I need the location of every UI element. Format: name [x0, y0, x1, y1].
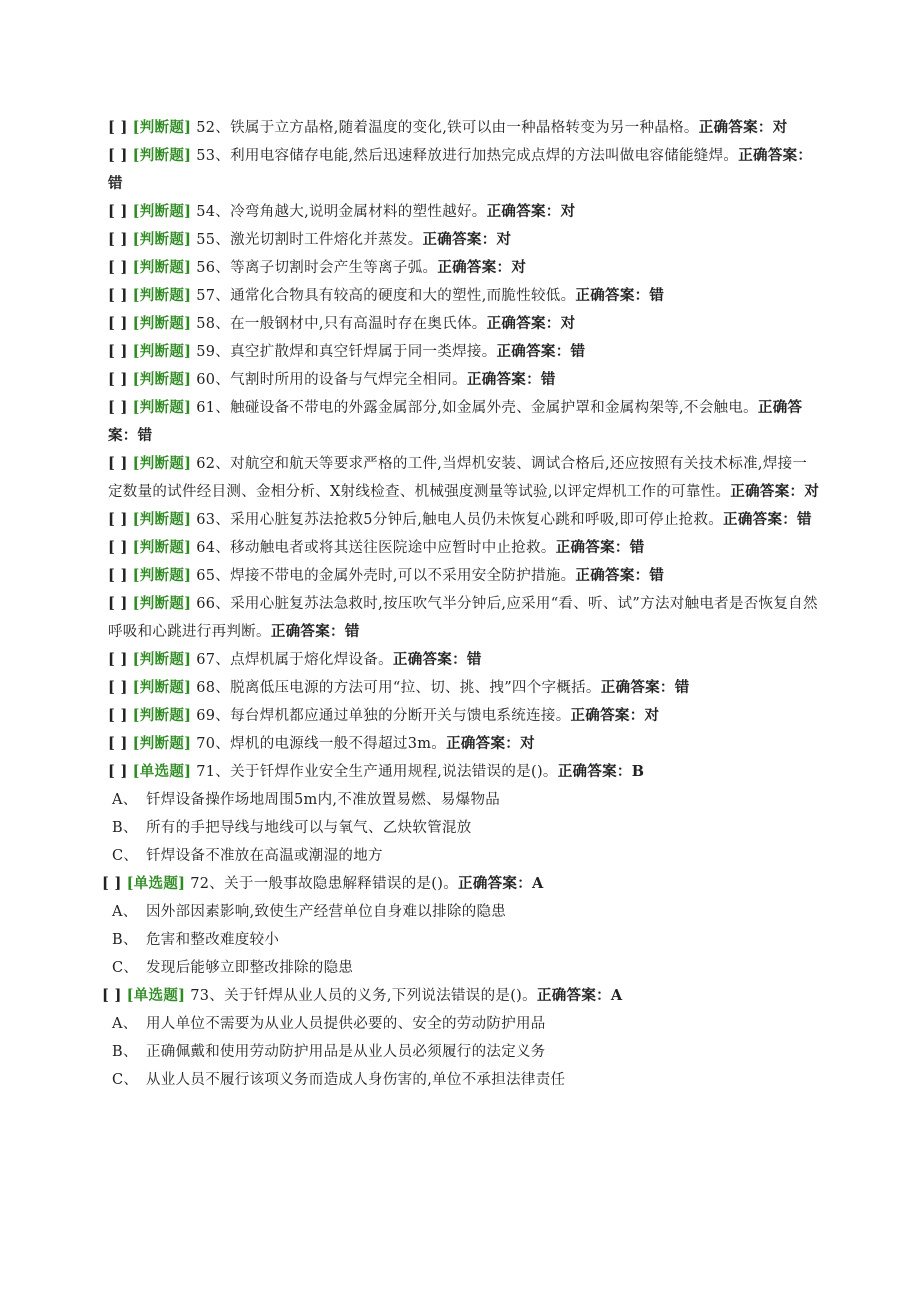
question-text: 67、点焊机属于熔化焊设备。	[196, 652, 393, 668]
question-item	[108, 506, 820, 534]
answer-checkbox-bracket: [ ]	[108, 567, 128, 584]
option-text: 危害和整改难度较小	[146, 932, 280, 948]
question-type: [判断题]	[132, 651, 192, 668]
answer-option	[112, 926, 820, 954]
question-type: [判断题]	[132, 595, 192, 612]
answer-label: 正确答案：	[600, 679, 675, 696]
option-letter: A、	[112, 792, 138, 808]
answer-value: 错	[137, 427, 153, 444]
question-text: 65、焊接不带电的金属外壳时,可以不采用安全防护措施。	[196, 568, 576, 584]
answer-checkbox-bracket: [ ]	[108, 763, 128, 780]
question-type: [判断题]	[132, 287, 192, 304]
answer-label: 正确答案：	[486, 315, 561, 332]
question-text: 57、通常化合物具有较高的硬度和大的塑性,而脆性较低。	[196, 288, 576, 304]
question-type: [判断题]	[132, 567, 192, 584]
question-item	[108, 646, 820, 674]
question-type: [判断题]	[132, 679, 192, 696]
question-item	[108, 114, 820, 142]
answer-value: 对	[496, 231, 512, 248]
question-text: 72、关于一般事故隐患解释错误的是()。	[190, 876, 459, 892]
question-text: 69、每台焊机都应通过单独的分断开关与馈电系统连接。	[196, 708, 571, 724]
question-item	[108, 590, 820, 646]
option-text: 钎焊设备不准放在高温或潮湿的地方	[146, 848, 383, 864]
answer-label: 正确答案：	[392, 651, 467, 668]
answer-value: 错	[570, 343, 586, 360]
question-text: 73、关于钎焊从业人员的义务,下列说法错误的是()。	[190, 988, 537, 1004]
question-text: 58、在一般钢材中,只有高温时存在奥氏体。	[196, 316, 487, 332]
answer-value: A	[610, 987, 623, 1004]
option-letter: B、	[112, 1044, 138, 1060]
question-item	[108, 394, 820, 450]
answer-label: 正确答案：	[486, 203, 561, 220]
answer-value: 对	[560, 315, 576, 332]
answer-value: 错	[674, 679, 690, 696]
answer-label: 正确答案：	[496, 343, 571, 360]
question-type: [单选题]	[126, 875, 186, 892]
answer-checkbox-bracket: [ ]	[108, 735, 128, 752]
question-type: [判断题]	[132, 343, 192, 360]
question-item	[108, 310, 820, 338]
answer-option	[112, 954, 820, 982]
question-item	[108, 534, 820, 562]
answer-value: B	[631, 763, 645, 780]
question-type: [判断题]	[132, 231, 192, 248]
question-item	[108, 450, 820, 506]
question-list	[102, 114, 820, 1094]
answer-checkbox-bracket: [ ]	[108, 511, 128, 528]
question-type: [判断题]	[132, 735, 192, 752]
question-item	[108, 338, 820, 366]
question-item	[108, 674, 820, 702]
option-letter: C、	[112, 960, 139, 976]
answer-value: 对	[804, 483, 820, 500]
option-letter: C、	[112, 848, 139, 864]
answer-checkbox-bracket: [ ]	[108, 203, 128, 220]
answer-checkbox-bracket: [ ]	[108, 315, 128, 332]
answer-checkbox-bracket: [ ]	[108, 399, 128, 416]
question-type: [判断题]	[132, 539, 192, 556]
question-item	[108, 254, 820, 282]
question-type: [判断题]	[132, 315, 192, 332]
question-text: 59、真空扩散焊和真空钎焊属于同一类焊接。	[196, 344, 497, 360]
question-text: 63、采用心脏复苏法抢救5分钟后,触电人员仍未恢复心跳和呼吸,即可停止抢救。	[196, 512, 724, 528]
answer-checkbox-bracket: [ ]	[102, 875, 122, 892]
answer-label: 正确答案：	[446, 735, 521, 752]
question-type: [判断题]	[132, 203, 192, 220]
answer-value: 对	[511, 259, 527, 276]
option-letter: C、	[112, 1072, 139, 1088]
question-text: 71、关于钎焊作业安全生产通用规程,说法错误的是()。	[196, 764, 558, 780]
answer-checkbox-bracket: [ ]	[108, 259, 128, 276]
option-text: 钎焊设备操作场地周围5m内,不准放置易燃、易爆物品	[146, 792, 501, 808]
question-item	[108, 702, 820, 730]
question-text: 70、焊机的电源线一般不得超过3m。	[196, 736, 447, 752]
question-text: 62、对航空和航天等要求严格的工件,当焊机安装、调试合格后,还应按照有关技术标准,焊接一定数量的试件经目测、金相分析、X射线检查、机械强度测量等试验,以评定焊机工作的可靠性。	[108, 456, 808, 500]
option-text: 正确佩戴和使用劳动防护用品是从业人员必须履行的法定义务	[146, 1044, 546, 1060]
answer-value: 错	[466, 651, 482, 668]
answer-value: 对	[560, 203, 576, 220]
answer-option	[112, 814, 820, 842]
option-letter: B、	[112, 820, 138, 836]
question-text: 53、利用电容储存电能,然后迅速释放进行加热完成点焊的方法叫做电容储能缝焊。	[196, 148, 739, 164]
answer-option	[112, 1038, 820, 1066]
question-type: [单选题]	[126, 987, 186, 1004]
answer-value: 错	[649, 567, 665, 584]
answer-checkbox-bracket: [ ]	[108, 119, 128, 136]
question-text: 66、采用心脏复苏法急救时,按压吹气半分钟后,应采用“看、听、试”方法对触电者是否恢复自然呼吸和心跳进行再判断。	[108, 596, 818, 640]
answer-value: 错	[797, 511, 812, 528]
option-letter: A、	[112, 904, 138, 920]
answer-label: 正确答案：	[730, 483, 805, 500]
question-type: [判断题]	[132, 511, 192, 528]
answer-value: A	[532, 875, 544, 892]
question-type: [判断题]	[132, 455, 192, 472]
answer-value: 错	[649, 287, 665, 304]
answer-label: 正确答案：	[570, 707, 645, 724]
answer-label: 正确答案：	[108, 399, 803, 444]
question-text: 55、激光切割时工件熔化并蒸发。	[196, 232, 423, 248]
question-text: 54、冷弯角越大,说明金属材料的塑性越好。	[196, 204, 487, 220]
answer-label: 正确答案：	[466, 371, 541, 388]
answer-label: 正确答案：	[698, 119, 773, 136]
option-letter: B、	[112, 932, 138, 948]
question-text: 60、气割时所用的设备与气焊完全相同。	[196, 372, 467, 388]
answer-label: 正确答案：	[738, 147, 813, 164]
answer-label: 正确答案：	[270, 623, 345, 640]
question-text: 64、移动触电者或将其送往医院途中应暂时中止抢救。	[196, 540, 556, 556]
answer-option	[112, 786, 820, 814]
answer-checkbox-bracket: [ ]	[102, 987, 122, 1004]
question-item	[108, 226, 820, 254]
question-text: 61、触碰设备不带电的外露金属部分,如金属外壳、金属护罩和金属构架等,不会触电。	[196, 400, 758, 416]
question-item	[108, 562, 820, 590]
option-text: 用人单位不需要为从业人员提供必要的、安全的劳动防护用品	[146, 1016, 546, 1032]
question-text: 52、铁属于立方晶格,随着温度的变化,铁可以由一种晶格转变为另一种晶格。	[196, 120, 699, 136]
answer-checkbox-bracket: [ ]	[108, 147, 128, 164]
answer-label: 正确答案：	[575, 567, 650, 584]
answer-value: 对	[644, 707, 660, 724]
question-item	[102, 982, 820, 1010]
answer-checkbox-bracket: [ ]	[108, 343, 128, 360]
question-type: [判断题]	[132, 371, 192, 388]
question-text: 56、等离子切割时会产生等离子弧。	[196, 260, 438, 276]
option-text: 因外部因素影响,致使生产经营单位自身难以排除的隐患	[146, 904, 507, 920]
answer-checkbox-bracket: [ ]	[108, 707, 128, 724]
answer-label: 正确答案：	[555, 539, 630, 556]
answer-option	[112, 1066, 820, 1094]
answer-label: 正确答案：	[557, 763, 632, 780]
answer-checkbox-bracket: [ ]	[108, 595, 128, 612]
answer-value: 错	[629, 539, 645, 556]
option-text: 从业人员不履行该项义务而造成人身伤害的,单位不承担法律责任	[146, 1072, 566, 1088]
question-item	[102, 870, 820, 898]
question-item	[108, 730, 820, 758]
answer-option	[112, 898, 820, 926]
answer-value: 对	[520, 735, 535, 752]
question-item	[108, 142, 820, 198]
answer-value: 错	[344, 623, 360, 640]
question-item	[108, 366, 820, 394]
answer-checkbox-bracket: [ ]	[108, 231, 128, 248]
question-type: [单选题]	[132, 763, 192, 780]
question-type: [判断题]	[132, 147, 192, 164]
answer-checkbox-bracket: [ ]	[108, 287, 128, 304]
question-type: [判断题]	[132, 707, 192, 724]
answer-option	[112, 842, 820, 870]
answer-checkbox-bracket: [ ]	[108, 651, 128, 668]
option-letter: A、	[112, 1016, 138, 1032]
answer-label: 正确答案：	[437, 259, 512, 276]
question-text: 68、脱离低压电源的方法可用“拉、切、挑、拽”四个字概括。	[196, 680, 601, 696]
question-item	[108, 198, 820, 226]
answer-checkbox-bracket: [ ]	[108, 679, 128, 696]
answer-checkbox-bracket: [ ]	[108, 539, 128, 556]
answer-value: 对	[772, 119, 788, 136]
question-type: [判断题]	[132, 399, 192, 416]
answer-value: 错	[108, 175, 123, 192]
answer-option	[112, 1010, 820, 1038]
answer-label: 正确答案：	[536, 987, 611, 1004]
answer-value: 错	[540, 371, 556, 388]
option-text: 所有的手把导线与地线可以与氧气、乙炔软管混放	[146, 820, 472, 836]
answer-label: 正确答案：	[575, 287, 650, 304]
answer-checkbox-bracket: [ ]	[108, 455, 128, 472]
answer-checkbox-bracket: [ ]	[108, 371, 128, 388]
question-item	[108, 282, 820, 310]
question-type: [判断题]	[132, 259, 192, 276]
answer-label: 正确答案：	[422, 231, 497, 248]
option-text: 发现后能够立即整改排除的隐患	[146, 960, 354, 976]
question-item	[108, 758, 820, 786]
question-type: [判断题]	[132, 119, 192, 136]
answer-label: 正确答案：	[458, 875, 533, 892]
answer-label: 正确答案：	[723, 511, 798, 528]
